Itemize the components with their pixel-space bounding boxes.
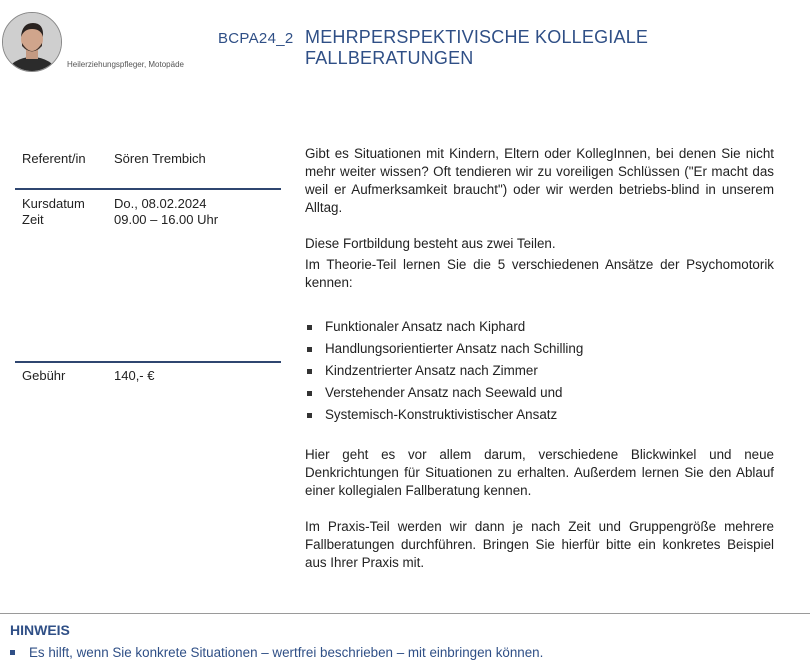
hint-title: HINWEIS — [10, 622, 70, 638]
list-item: Funktionaler Ansatz nach Kiphard — [305, 316, 774, 338]
referent-label: Referent/in — [22, 151, 86, 166]
zeit-value: 09.00 – 16.00 Uhr — [114, 212, 219, 227]
list-item: Verstehender Ansatz nach Seewald und — [305, 382, 774, 404]
hint-item — [10, 645, 543, 660]
course-description — [305, 145, 774, 572]
bullet-icon — [10, 650, 15, 655]
bullet-icon — [307, 391, 312, 396]
course-code: BCPA24_2 — [218, 30, 294, 47]
zeit-label: Zeit — [22, 212, 44, 227]
bullet-icon — [307, 369, 312, 374]
bullet-icon — [307, 347, 312, 352]
gebuehr-label: Gebühr — [22, 368, 66, 383]
intro-paragraph: Gibt es Situationen mit Kindern, Eltern oder KollegInnen, bei denen Sie nicht mehr weiter wissen? Oft tendieren wir zu voreiligen Schlüssen ("Er macht das weil er Aufmerksamkeit braucht") oder wir werden betriebs-blind in unserem Alltag. — [305, 146, 774, 215]
author-avatar — [2, 12, 62, 72]
goals-paragraph: Hier geht es vor allem darum, verschiedene Blickwinkel und neue Denkrichtungen für Situationen zu erhalten. Außerdem lernen Sie den Ablauf einer kollegialen Fallberatung kennen. — [305, 447, 774, 498]
footer-divider — [0, 613, 810, 614]
kursdatum-label: Kursdatum — [22, 196, 85, 211]
list-item: Systemisch-Konstruktivistischer Ansatz — [305, 404, 774, 426]
list-item: Kindzentrierter Ansatz nach Zimmer — [305, 360, 774, 382]
gebuehr-value: 140,- € — [114, 368, 155, 383]
info-divider — [15, 361, 281, 363]
hint-text: Es hilft, wenn Sie konkrete Situationen – wertfrei beschrieben – mit einbringen können. — [29, 645, 544, 660]
approaches-list — [305, 316, 774, 426]
referent-value: Sören Trembich — [114, 151, 206, 166]
info-divider — [15, 188, 281, 190]
theory-paragraph: Im Theorie-Teil lernen Sie die 5 verschiedenen Ansätze der Psychomotorik kennen: — [305, 257, 774, 290]
bullet-icon — [307, 413, 312, 418]
course-title: MEHRPERSPEKTIVISCHE KOLLEGIALE FALLBERATUNGEN — [305, 27, 649, 68]
practice-paragraph: Im Praxis-Teil werden wir dann je nach Zeit und Gruppengröße mehrere Fallberatungen durchführen. Bringen Sie hierfür bitte ein konkretes Beispiel aus Ihrer Praxis mit. — [305, 519, 774, 570]
kursdatum-value: Do., 08.02.2024 — [114, 196, 207, 211]
author-role: Heilerziehungspfleger, Motopäde — [67, 60, 184, 69]
structure-paragraph: Diese Fortbildung besteht aus zwei Teilen. — [305, 236, 556, 251]
bullet-icon — [307, 325, 312, 330]
list-item: Handlungsorientierter Ansatz nach Schilling — [305, 338, 774, 360]
